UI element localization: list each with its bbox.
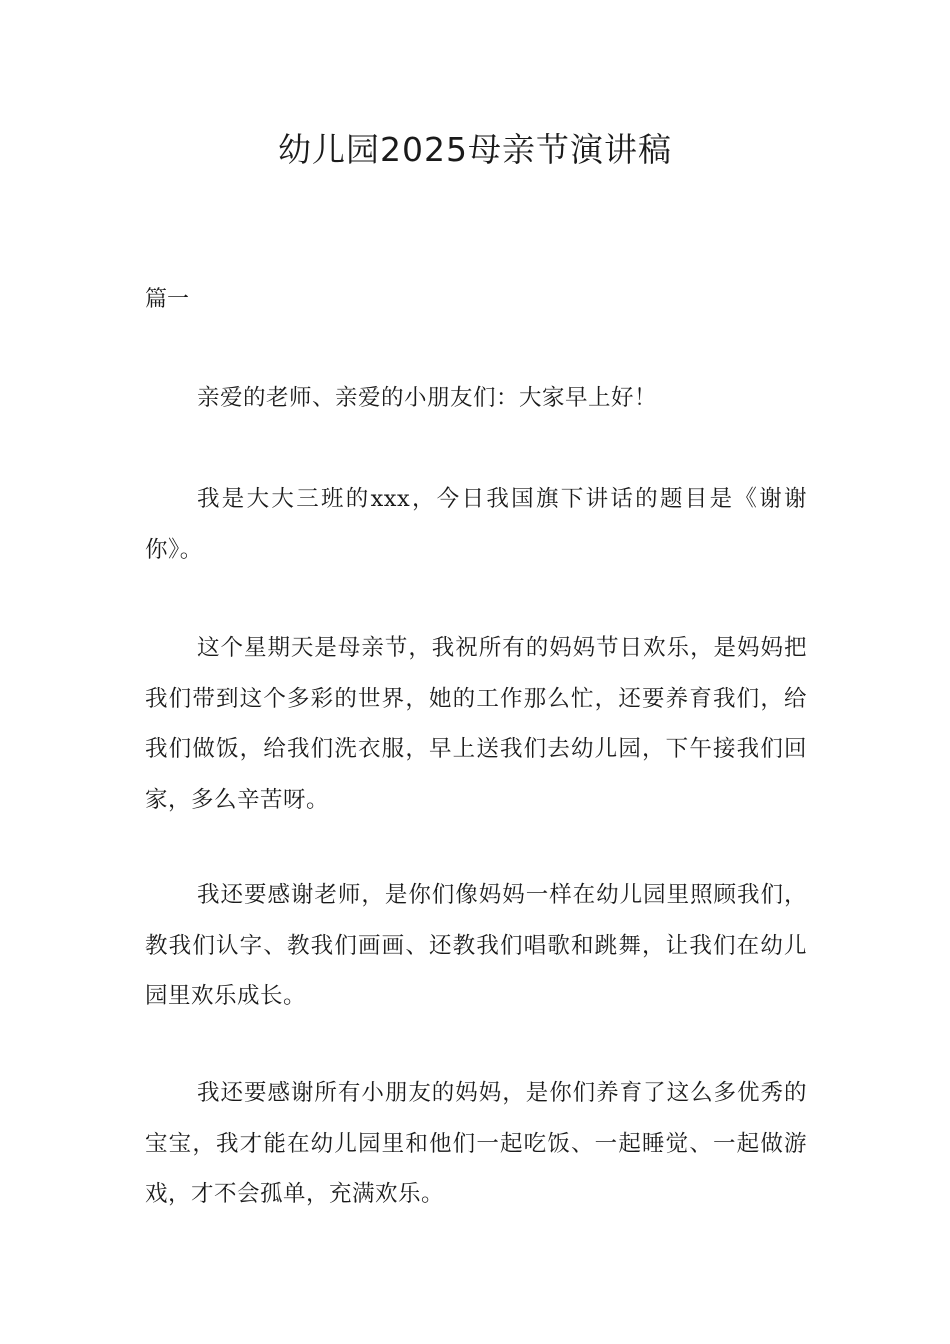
paragraph-thank-mothers: 我还要感谢所有小朋友的妈妈，是你们养育了这么多优秀的宝宝，我才能在幼儿园里和他们一起吃饭、一起睡觉、一起做游戏，才不会孤单，充满欢乐。 (145, 1080, 807, 1207)
document-title: 幼儿园2025母亲节演讲稿 (278, 130, 672, 169)
section-label: 篇一 (145, 287, 190, 312)
paragraph-thank-teachers: 我还要感谢老师，是你们像妈妈一样在幼儿园里照顾我们，教我们认字、教我们画画、还教我们唱歌和跳舞，让我们在幼儿园里欢乐成长。 (145, 882, 807, 1009)
paragraph-greeting: 亲爱的老师、亲爱的小朋友们：大家早上好！ (197, 385, 658, 411)
paragraph-mothers-day: 这个星期天是母亲节，我祝所有的妈妈节日欢乐，是妈妈把我们带到这个多彩的世界，她的工作那么忙，还要养育我们，给我们做饭，给我们洗衣服，早上送我们去幼儿园，下午接我们回家，多么辛苦呀。 (145, 635, 807, 813)
paragraph-introduction: 我是大大三班的xxx，今日我国旗下讲话的题目是《谢谢你》。 (145, 486, 807, 563)
